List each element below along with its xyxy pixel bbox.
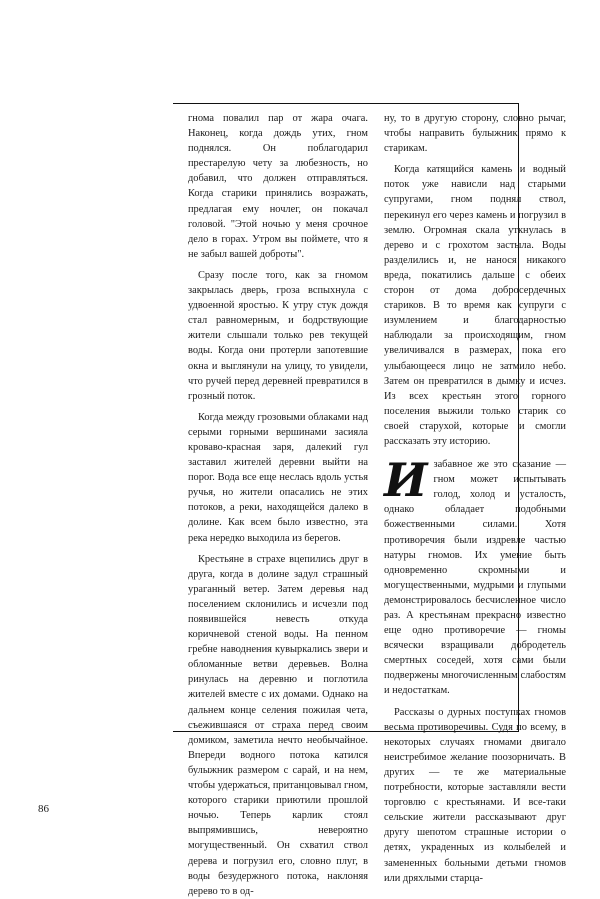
paragraph: Рассказы о дурных поступках гномов весьма противоречивы. Судя по всему, в некоторых случаях гномами двигало неистребимое желание поозорничать. В других — те же материальные потребности, которые заставляли вести торговлю с крестьянами. И все-таки сельские жители рассказывают друг другу шепотом страшные истории о детях, украденных из колыбелей и замененных больными детьми гномов или дряхлыми старца- [384,706,566,884]
paragraph: Крестьяне в страхе вцепились друг в друга, когда в долине задул страшный ураганный ветер. Затем деревья над поселением склонились и исчезли под появившейся невесть откуда коричневой стеной воды. На пенном гребне наводнения кувыркались звери и обломанные ветви деревьев. Волна ринулась на деревню и поглотила жителей вместе с их домами. Однако на дальнем конце селения пожилая чета, съежившаяся от страха перед своим домиком, заметила нечто необычайное. Впереди водного потока катился булыжник размером с сарай, и на нем, чтобы удержаться, пританцовывал гном, которого старики приютили прошлой ночью. Теперь карлик стоял выпрямившись, невероятно могущественный. Он схватил ствол дерева и погрузил его, словно плуг, в воды безудержного потока, наклоняя дерево то в од- [188,553,368,897]
paragraph: Сразу после того, как за гномом закрылась дверь, гроза вспыхнула с удвоенной яростью. К утру стук дождя стал равномерным, и бодрствующие жители слышали только рев текущей воды. Когда они протерли запотевшие окна и выглянули на улицу, то увидели, что ручей перед деревней превратился в грозный поток. [188,269,368,402]
paragraph: Когда между грозовыми облаками над серыми горными вершинами засияла кроваво-красная заря, далекий гул заставил жителей деревни выйти на порог. Вода все еще неслась вдоль устья ручья, но жители опасались не этих потоков, а реки, находящейся далеко в долине. Как всем было известно, эта река нередко выходила из берегов. [188,411,368,544]
paragraph-with-drop-cap [384,453,566,699]
right-text-column [384,111,566,886]
left-text-column [188,111,368,899]
paragraph-text: забавное же это сказание — гном может испытывать голод, холод и усталость, однако обладает подобными божественными силами. Хотя противоречия были издревле частью натуры гномов. Их умение быть одновременно скромными и могущественными, мудрыми и глупыми демонстрировалось бесчисленное число раз. А крестьянам прекрасно известно еще одно противоречие — гномы всячески взращивали добродетель смертных соседей, хотя сами были подвержены многочисленным слабостям и недостаткам. [384,459,566,697]
drop-cap: И [384,453,428,508]
paragraph: ну, то в другую сторону, словно рычаг, чтобы направить булыжник прямо к старикам. [384,113,566,155]
paragraph: гнома повалил пар от жара очага. Наконец, когда дождь утих, гном поднялся. Он поблагодарил престарелую чету за любезность, но добавил, что должен отправляться. Когда старики принялись возражать, предлагая ему ночлег, он покачал головой. "Этой ночью у меня срочное дело в горах. Утром вы поймете, что я не забыл вашей доброты". [188,113,368,260]
page-number: 86 [38,803,49,815]
paragraph: Когда катящийся камень и водный поток уже нависли над старыми супругами, гном поднял ствол, перекинул его через камень и погрузил в землю. Огромная скала уткнулась в дерево и с грохотом застыла. Воды разделились и, не нанося никакого вреда, покатились дальше с обеих сторон от дома добросердечных стариков. В то время как супруги с изумлением и благодарностью наблюдали за происходящим, гном увеличивался в размерах, пока его улыбающееся лицо не затмило небо. Затем он превратился в дымку и исчез. Из всех крестьян этого горного поселения выжили только старик со своей старухой, которые и смогли рассказать эту историю. [384,164,566,447]
